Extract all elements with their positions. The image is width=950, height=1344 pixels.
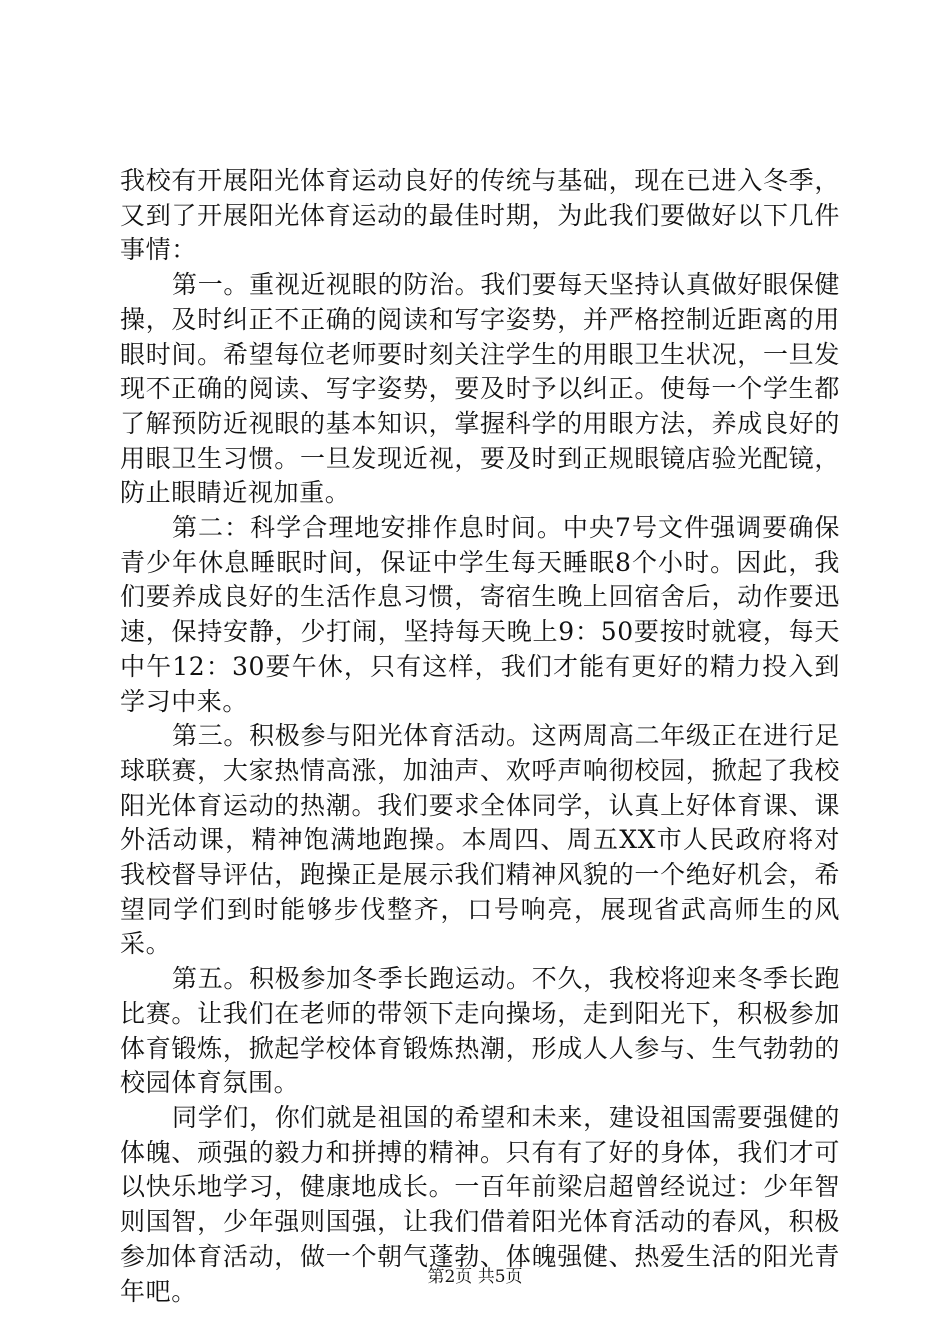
paragraph-closing: 同学们，你们就是祖国的希望和未来，建设祖国需要强健的体魄、顽强的毅力和拼搏的精神。只有有了好的身体，我们才可以快乐地学习，健康地成长。一百年前梁启超曾经说过：少年智则国智，少年强则国强，让我们借着阳光体育活动的春风，积极参加体育活动，做一个朝气蓬勃、体魄强健、热爱生活的阳光青年吧。 <box>120 1102 840 1306</box>
page-number-footer: 第2页 共5页 <box>427 1267 523 1287</box>
paragraph-item-5: 第五。积极参加冬季长跑运动。不久，我校将迎来冬季长跑比赛。让我们在老师的带领下走向操场，走到阳光下，积极参加体育锻炼，掀起学校体育锻炼热潮，形成人人参与、生气勃勃的校园体育氛围。 <box>120 964 840 1098</box>
paragraph-item-2: 第二：科学合理地安排作息时间。中央7号文件强调要确保青少年休息睡眠时间，保证中学生每天睡眠8个小时。因此，我们要养成良好的生活作息习惯，寄宿生晚上回宿舍后，动作要迅速，保持安静，少打闹，坚持每天晚上9：50要按时就寝，每天中午12：30要午休，只有这样，我们才能有更好的精力投入到学习中来。 <box>120 513 840 716</box>
document-body <box>120 164 840 1309</box>
paragraph-item-3: 第三。积极参与阳光体育活动。这两周高二年级正在进行足球联赛，大家热情高涨，加油声、欢呼声响彻校园，掀起了我校阳光体育运动的热潮。我们要求全体同学，认真上好体育课、课外活动课，精神饱满地跑操。本周四、周五XX市人民政府将对我校督导评估，跑操正是展示我们精神风貌的一个绝好机会，希望同学们到时能够步伐整齐，口号响亮，展现省武高师生的风采。 <box>120 721 840 959</box>
paragraph-intro: 我校有开展阳光体育运动良好的传统与基础，现在已进入冬季，又到了开展阳光体育运动的最佳时期，为此我们要做好以下几件事情： <box>120 166 840 265</box>
paragraph-item-1: 第一。重视近视眼的防治。我们要每天坚持认真做好眼保健操，及时纠正不正确的阅读和写字姿势，并严格控制近距离的用眼时间。希望每位老师要时刻关注学生的用眼卫生状况，一旦发现不正确的阅读、写字姿势，要及时予以纠正。使每一个学生都了解预防近视眼的基本知识，掌握科学的用眼方法，养成良好的用眼卫生习惯。一旦发现近视，要及时到正规眼镜店验光配镜，防止眼睛近视加重。 <box>120 270 840 508</box>
